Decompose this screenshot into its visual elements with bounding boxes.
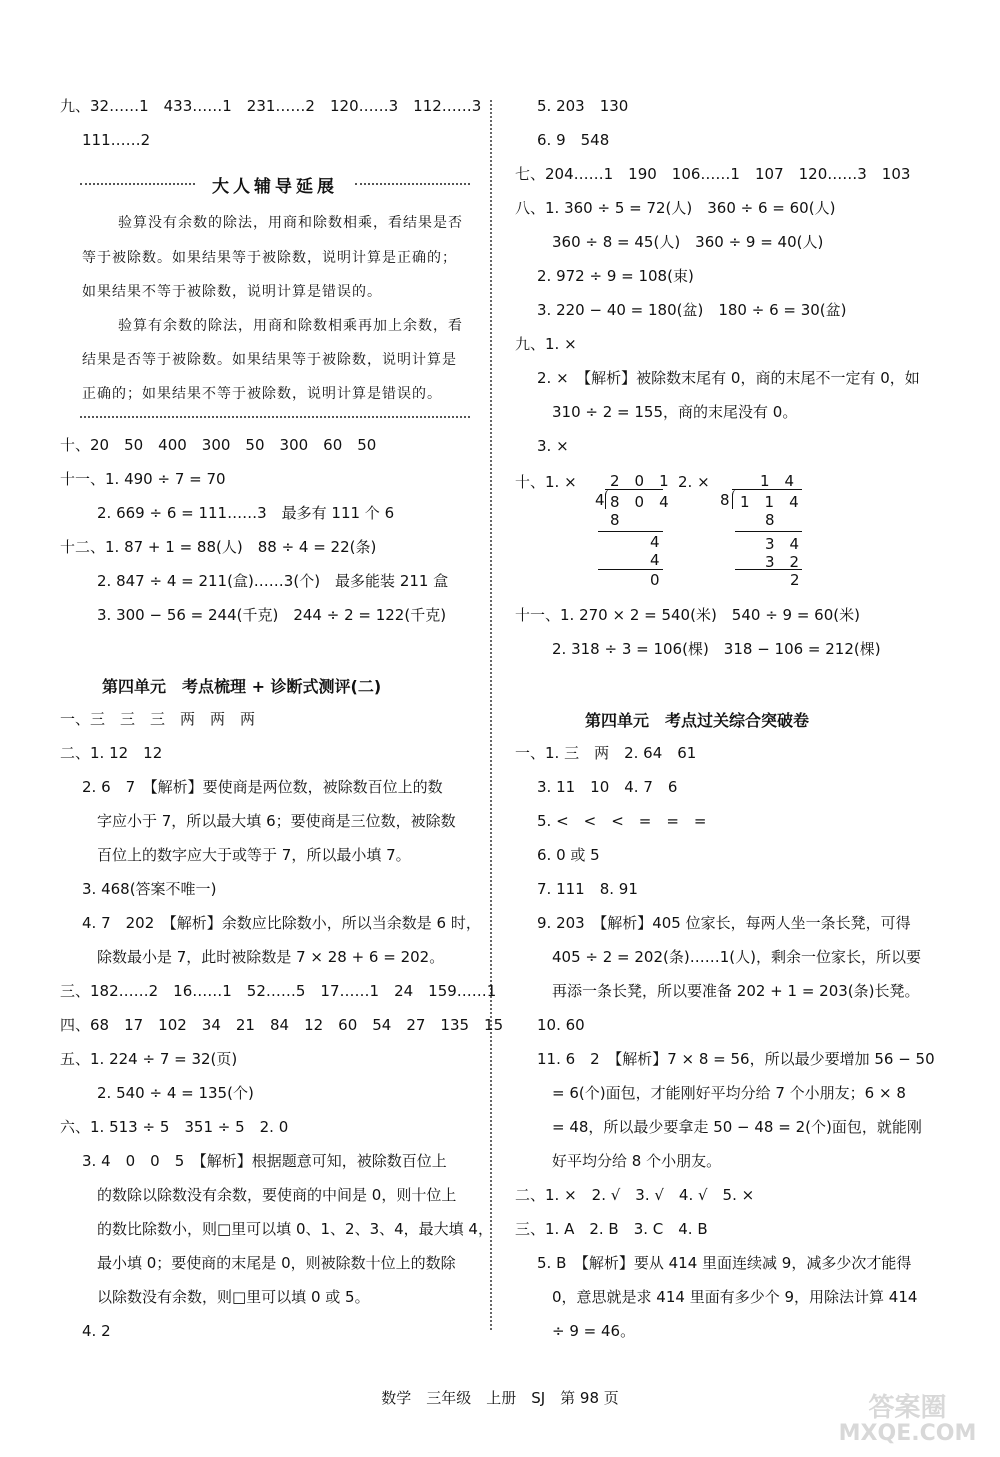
dotted-rule — [355, 183, 470, 185]
answer-line: 2. × 【解析】被除数末尾有 0，商的末尾不一定有 0，如 — [537, 369, 920, 387]
answer-line: 以除数没有余数，则□里可以填 0 或 5。 — [97, 1288, 370, 1306]
tip-box-header — [80, 172, 470, 196]
long-division-2 — [720, 470, 810, 590]
watermark-logo — [825, 1395, 990, 1450]
answer-line: 2. 6 7 【解析】要使商是两位数，被除数百位上的数 — [82, 778, 443, 796]
answer-line: 九、1. × — [515, 335, 577, 353]
answer-line: 3. 4 0 0 5 【解析】根据题意可知，被除数百位上 — [82, 1152, 447, 1170]
answer-line: 4. 2 — [82, 1322, 111, 1340]
answer-line: 十一、1. 490 ÷ 7 = 70 — [60, 470, 226, 488]
answer-line: 再添一条长凳，所以要准备 202 + 1 = 203(条)长凳。 — [552, 982, 920, 1000]
dotted-rule — [80, 416, 470, 418]
division-bar — [732, 489, 802, 490]
answer-line: 11. 6 2 【解析】7 × 8 = 56，所以最少要增加 56 − 50 — [537, 1050, 935, 1068]
answer-line: 四、68 17 102 34 21 84 12 60 54 27 135 15 — [60, 1016, 504, 1034]
answer-line: 111……2 — [82, 131, 151, 149]
answer-line: 七、204……1 190 106……1 107 120……3 103 — [515, 165, 911, 183]
answer-line: 6. 0 或 5 — [537, 846, 600, 864]
section-title: 第四单元 考点过关综合突破卷 — [585, 711, 810, 730]
answer-line: 十二、1. 87 + 1 = 88(人) 88 ÷ 4 = 22(条) — [60, 538, 377, 556]
answer-line: 一、三 三 三 两 两 两 — [60, 710, 256, 728]
answer-line: = 48，所以最少要拿走 50 − 48 = 2(个)面包，就能刚 — [552, 1118, 922, 1136]
answer-line: 2. × — [678, 473, 710, 491]
answer-line: 三、1. A 2. B 3. C 4. B — [515, 1220, 708, 1238]
answer-line: 2. 847 ÷ 4 = 211(盒)……3(个) 最多能装 211 盒 — [97, 572, 449, 590]
answer-line: 0，意思就是求 414 里面有多少个 9，用除法计算 414 — [552, 1288, 918, 1306]
quotient: 2 0 1 — [610, 472, 669, 490]
dividend: 8 0 4 — [610, 493, 669, 511]
tip-text: 如果结果不等于被除数，说明计算是错误的。 — [82, 284, 382, 300]
step-value: 4 — [650, 551, 660, 569]
step-value: 3 4 — [765, 535, 800, 553]
answer-line: 除数最小是 7，此时被除数是 7 × 28 + 6 = 202。 — [97, 948, 445, 966]
tip-text: 等于被除数。如果结果等于被除数，说明计算是正确的； — [82, 250, 457, 266]
answer-line: 2. 972 ÷ 9 = 108(束) — [537, 267, 694, 285]
answer-line: 好平均分给 8 个小朋友。 — [552, 1152, 722, 1170]
column-divider — [490, 100, 492, 1330]
tip-text: 验算没有余数的除法，用商和除数相乘，看结果是否 — [118, 215, 463, 231]
answer-line: 十一、1. 270 × 2 = 540(米) 540 ÷ 9 = 60(米) — [515, 606, 860, 624]
answer-line: 2. 540 ÷ 4 = 135(个) — [97, 1084, 254, 1102]
answer-line: 6. 9 548 — [537, 131, 610, 149]
tip-text: 验算有余数的除法，用商和除数相乘再加上余数，看 — [118, 318, 463, 334]
tip-text: 结果是否等于被除数。如果结果等于被除数，说明计算是 — [82, 352, 457, 368]
answer-line: ÷ 9 = 46。 — [552, 1322, 636, 1340]
tip-text: 正确的；如果结果不等于被除数，说明计算是错误的。 — [82, 386, 442, 402]
answer-line: 5. B 【解析】要从 414 里面连续减 9，减多少次才能得 — [537, 1254, 912, 1272]
step-bar — [735, 531, 802, 532]
answer-line: 最小填 0；要使商的末尾是 0，则被除数十位上的数除 — [97, 1254, 456, 1272]
answer-line: 十、1. × — [515, 473, 577, 491]
answer-line: 360 ÷ 8 = 45(人) 360 ÷ 9 = 40(人) — [552, 233, 824, 251]
answer-line: 2. 318 ÷ 3 = 106(棵) 318 − 106 = 212(棵) — [552, 640, 881, 658]
step-value: 8 — [765, 511, 775, 529]
answer-line: 五、1. 224 ÷ 7 = 32(页) — [60, 1050, 238, 1068]
answer-line: 7. 111 8. 91 — [537, 880, 638, 898]
answer-line: 九、32……1 433……1 231……2 120……3 112……3 — [60, 97, 482, 115]
answer-line: 9. 203 【解析】405 位家长，每两人坐一条长凳，可得 — [537, 914, 911, 932]
answer-line: 的数除以除数没有余数，要使商的中间是 0，则十位上 — [97, 1186, 457, 1204]
divisor: 4 — [595, 491, 605, 509]
tip-box-title: 大人辅导延展 — [212, 177, 338, 197]
page-footer: 数学 三年级 上册 SJ 第 98 页 — [381, 1389, 619, 1407]
answer-line: 的数比除数小，则□里可以填 0、1、2、3、4，最大填 4， — [97, 1220, 493, 1238]
divisor: 8 — [720, 491, 730, 509]
answer-line: 3. × — [537, 437, 569, 455]
long-division-1 — [595, 470, 669, 590]
answer-line: 310 ÷ 2 = 155，商的末尾没有 0。 — [552, 403, 798, 421]
answer-line: 十、20 50 400 300 50 300 60 50 — [60, 436, 377, 454]
answer-line: 一、1. 三 两 2. 64 61 — [515, 744, 697, 762]
answer-line: 4. 7 202 【解析】余数应比除数小，所以当余数是 6 时， — [82, 914, 481, 932]
answer-line: 2. 669 ÷ 6 = 111……3 最多有 111 个 6 — [97, 504, 395, 522]
answer-line: 三、182……2 16……1 52……5 17……1 24 159……1 — [60, 982, 497, 1000]
step-value: 4 — [650, 533, 660, 551]
dividend: 1 1 4 — [740, 493, 799, 511]
step-value: 3 2 — [765, 553, 800, 571]
step-bar — [598, 531, 663, 532]
answer-line: 3. 300 − 56 = 244(千克) 244 ÷ 2 = 122(千克) — [97, 606, 447, 624]
answer-line: 405 ÷ 2 = 202(条)……1(人)，剩余一位家长，所以要 — [552, 948, 921, 966]
watermark-text: MXQE.COM — [838, 1421, 977, 1446]
answer-line: 10. 60 — [537, 1016, 585, 1034]
step-value: 8 — [610, 511, 620, 529]
answer-line: 5. 203 130 — [537, 97, 629, 115]
remainder: 0 — [650, 571, 660, 589]
step-bar — [735, 569, 802, 570]
answer-line: = 6(个)面包，才能刚好平均分给 7 个小朋友；6 × 8 — [552, 1084, 906, 1102]
section-title: 第四单元 考点梳理 + 诊断式测评(二) — [102, 677, 382, 696]
quotient: 1 4 — [760, 472, 795, 490]
remainder: 2 — [790, 571, 800, 589]
answer-line: 3. 11 10 4. 7 6 — [537, 778, 678, 796]
answer-line: 3. 220 − 40 = 180(盆) 180 ÷ 6 = 30(盆) — [537, 301, 847, 319]
answer-line: 八、1. 360 ÷ 5 = 72(人) 360 ÷ 6 = 60(人) — [515, 199, 836, 217]
answer-line: 5. < < < = = = — [537, 812, 707, 830]
answer-line: 百位上的数字应大于或等于 7，所以最小填 7。 — [97, 846, 411, 864]
answer-line: 二、1. 12 12 — [60, 744, 163, 762]
dotted-rule — [80, 183, 195, 185]
watermark-text: 答案圈 — [868, 1393, 947, 1423]
answer-line: 二、1. × 2. √ 3. √ 4. √ 5. × — [515, 1186, 755, 1204]
answer-line: 字应小于 7，所以最大填 6；要使商是三位数，被除数 — [97, 812, 456, 830]
answer-line: 3. 468(答案不唯一) — [82, 880, 217, 898]
step-bar — [598, 569, 663, 570]
answer-line: 六、1. 513 ÷ 5 351 ÷ 5 2. 0 — [60, 1118, 289, 1136]
